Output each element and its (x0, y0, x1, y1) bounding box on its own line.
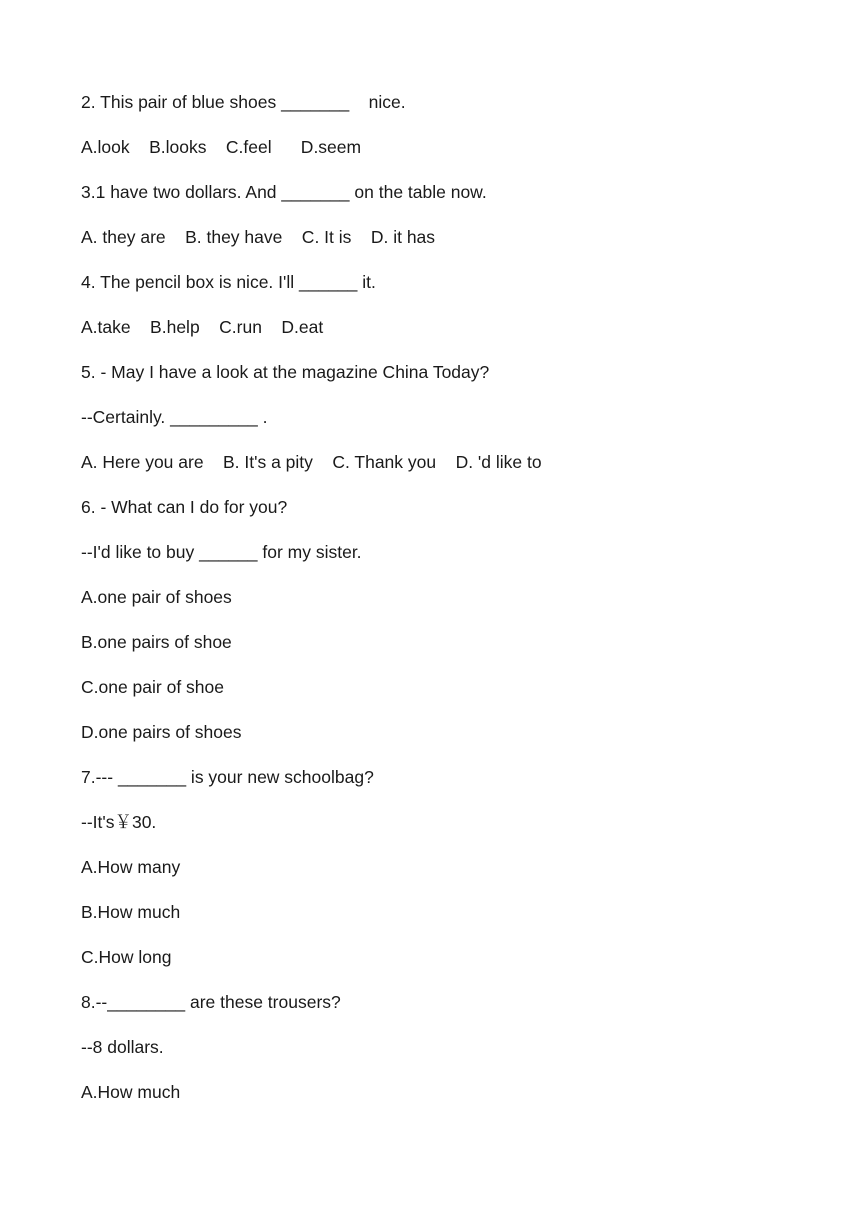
question-6-option-a: A.one pair of shoes (81, 587, 232, 607)
question-7-option-c: C.How long (81, 947, 172, 967)
question-5-text: 5. - May I have a look at the magazine China Today? (81, 362, 490, 382)
question-6-text: 6. - What can I do for you? (81, 497, 288, 517)
question-5-response: --Certainly. _________ . (81, 407, 268, 427)
question-4-text: 4. The pencil box is nice. I'll ______ it. (81, 272, 376, 292)
question-2-text: 2. This pair of blue shoes _______ nice. (81, 92, 406, 112)
question-6-response: --I'd like to buy ______ for my sister. (81, 542, 362, 562)
question-3-options: A. they are B. they have C. It is D. it has (81, 227, 436, 247)
question-7-text: 7.--- _______ is your new schoolbag? (81, 767, 374, 787)
question-6-option-d: D.one pairs of shoes (81, 722, 242, 742)
question-7-option-b: B.How much (81, 902, 181, 922)
question-6-option-b: B.one pairs of shoe (81, 632, 232, 652)
question-list (81, 90, 801, 1125)
question-7-option-a: A.How many (81, 857, 181, 877)
question-6-option-c: C.one pair of shoe (81, 677, 225, 697)
question-5-options: A. Here you are B. It's a pity C. Thank you D. 'd like to (81, 452, 542, 472)
question-7-response: --It's￥30. (81, 812, 157, 832)
question-8-option-a: A.How much (81, 1082, 181, 1102)
question-3-text: 3.1 have two dollars. And _______ on the table now. (81, 182, 487, 202)
question-2-options: A.look B.looks C.feel D.seem (81, 137, 362, 157)
question-4-options: A.take B.help C.run D.eat (81, 317, 324, 337)
question-8-text: 8.--________ are these trousers? (81, 992, 341, 1012)
question-8-response: --8 dollars. (81, 1037, 164, 1057)
